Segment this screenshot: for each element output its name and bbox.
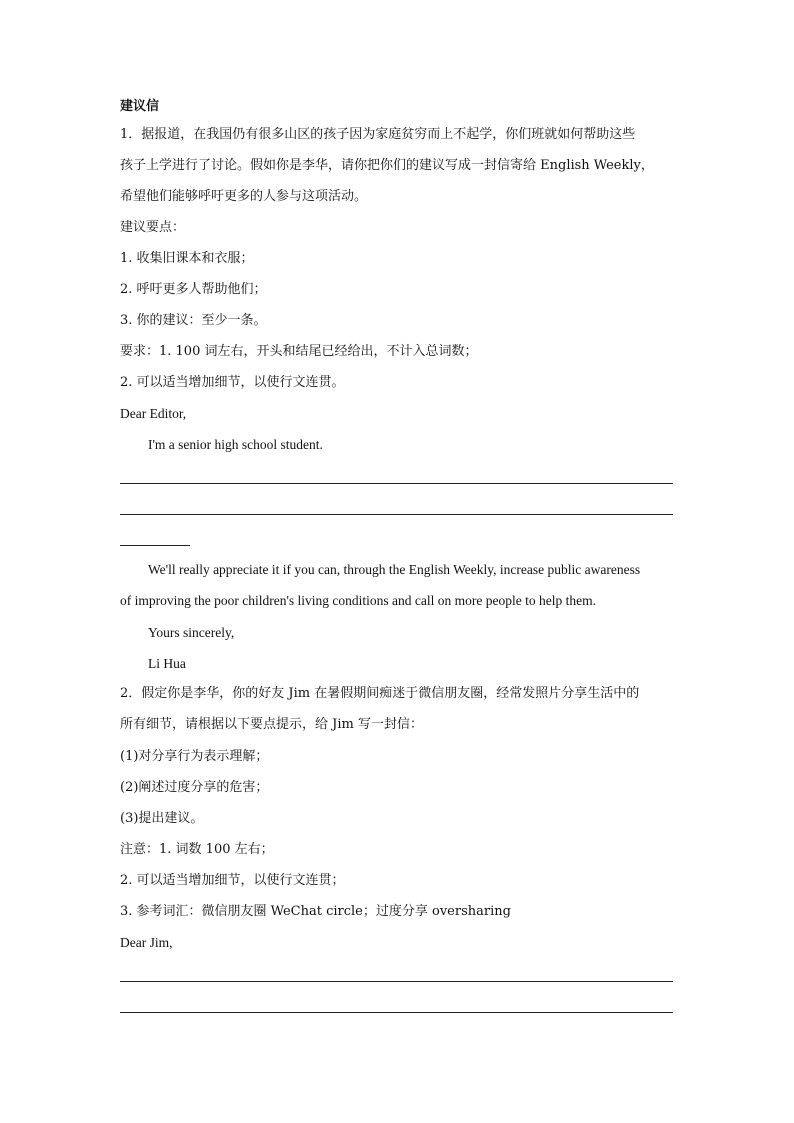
answer-line-short: [120, 545, 190, 546]
q1-opening-sentence: I'm a senior high school student.: [148, 437, 323, 452]
answer-line: [120, 981, 673, 982]
q1-prompt-line-2: 孩子上学进行了讨论。假如你是李华，请你把你们的建议写成一封信寄给 English Weekly，: [120, 158, 654, 173]
q1-signoff: Yours sincerely,: [148, 625, 235, 640]
q2-point-2: (2)阐述过度分享的危害；: [120, 780, 269, 795]
q2-prompt-line-2: 所有细节，请根据以下要点提示，给 Jim 写一封信：: [120, 717, 423, 732]
q1-point-1: 1. 收集旧课本和衣服；: [120, 251, 254, 266]
q1-closing-line-2: of improving the poor children's living conditions and call on more people to help them.: [120, 593, 596, 608]
answer-line: [120, 1012, 673, 1013]
q1-prompt-line-1: 1．据报道，在我国仍有很多山区的孩子因为家庭贫穷而上不起学，你们班就如何帮助这些: [120, 127, 636, 142]
q1-point-3: 3. 你的建议：至少一条。: [120, 313, 267, 328]
q1-closing-line-1: We'll really appreciate it if you can, through the English Weekly, increase public awareness: [148, 562, 641, 577]
q2-greeting: Dear Jim,: [120, 935, 173, 950]
q1-requirement-1: 要求：1. 100 词左右，开头和结尾已经给出，不计入总词数；: [120, 344, 478, 359]
q2-note-1: 注意：1. 词数 100 左右；: [120, 842, 274, 857]
q2-point-1: (1)对分享行为表示理解；: [120, 749, 269, 764]
answer-line: [120, 483, 673, 484]
q1-requirement-2: 2. 可以适当增加细节，以使行文连贯。: [120, 375, 345, 390]
q2-prompt-line-1: 2．假定你是李华，你的好友 Jim 在暑假期间痴迷于微信朋友圈，经常发照片分享生活中的: [120, 686, 640, 701]
section-heading: 建议信: [120, 99, 160, 114]
q1-point-2: 2. 呼吁更多人帮助他们；: [120, 282, 267, 297]
q1-signature-name: Li Hua: [148, 656, 186, 671]
q2-note-3: 3. 参考词汇：微信朋友圈 WeChat circle；过度分享 oversharing: [120, 904, 511, 919]
q1-prompt-line-3: 希望他们能够呼吁更多的人参与这项活动。: [120, 189, 368, 204]
answer-line: [120, 514, 673, 515]
q2-note-2: 2. 可以适当增加细节，以使行文连贯；: [120, 873, 345, 888]
q1-points-title: 建议要点：: [120, 220, 186, 235]
q2-point-3: (3)提出建议。: [120, 811, 204, 826]
q1-greeting: Dear Editor,: [120, 406, 187, 421]
